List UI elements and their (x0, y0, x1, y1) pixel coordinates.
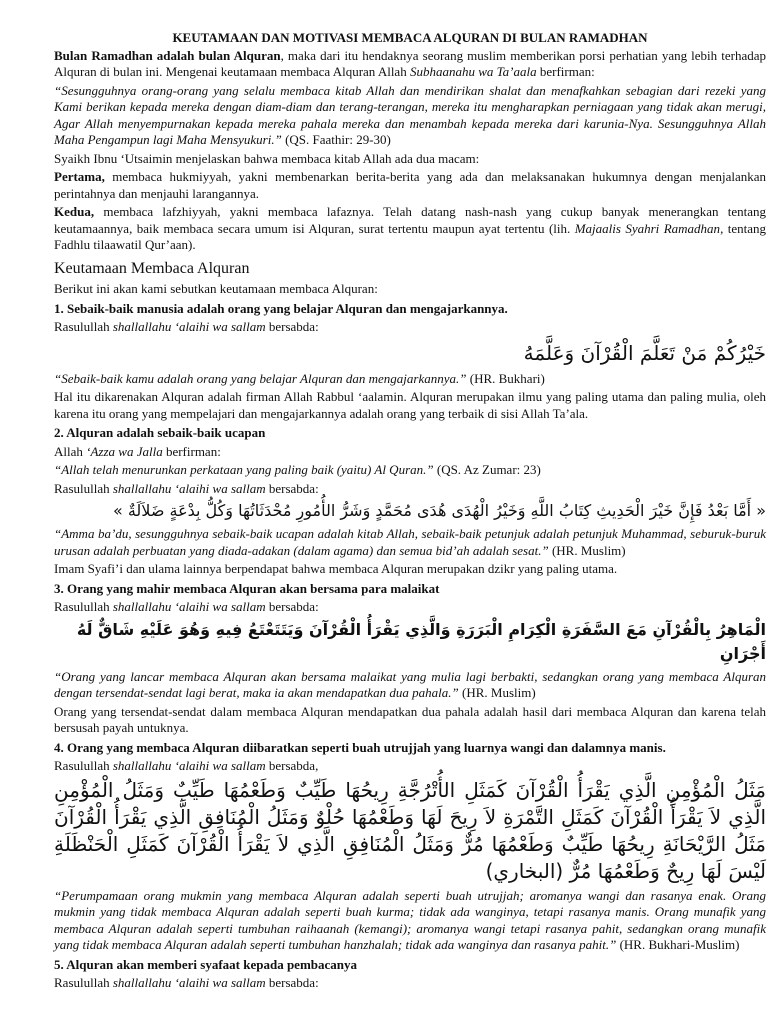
point-5-rasul (54, 975, 766, 992)
point-4-rasul (54, 758, 766, 775)
bersabda-text: bersabda: (265, 975, 319, 990)
bersabda-comma-text: bersabda, (265, 758, 319, 773)
rasul-text: Rasulullah (54, 319, 113, 334)
rasul-text: Rasulullah (54, 758, 113, 773)
bersabda-text: bersabda: (265, 319, 319, 334)
point-4-translation-paragraph (54, 888, 766, 954)
point-2-allah-line (54, 444, 766, 461)
kedua-text-end: , tentang Fadhlu tilaawatil Qur’aan). (54, 220, 767, 252)
point-5-heading: 5. Alquran akan memberi syafaat kepada pembacanya (54, 956, 357, 972)
salawat-text: shallallahu ‘alaihi wa sallam (112, 758, 266, 773)
point-3-ref: (HR. Muslim) (458, 685, 536, 700)
intro-allah-epithet: Subhaanahu wa Ta’aala (409, 64, 537, 79)
bersabda-text: bersabda: (265, 480, 319, 496)
syaikh-paragraph: Syaikh Ibnu ‘Utsaimin menjelaskan bahwa membaca kitab Allah ada dua macam: (54, 150, 480, 166)
point-2-heading: 2. Alquran adalah sebaik-baik ucapan (54, 425, 266, 440)
point-1-note: Hal itu dikarenakan Alquran adalah firman Allah Rabbul ‘aalamin. Alquran merupakan ilmu yang paling utama dan paling mulia, oleh karena itu orang yang mempelajari dan mengajarkannya adalah orang yang terbaik di sisi Allah Ta’ala. (54, 389, 766, 421)
point-2-allah-text: berfirman: (162, 443, 221, 459)
point-4-ref: (HR. Bukhari-Muslim) (616, 937, 740, 952)
intro-quote: “Sesungguhnya orang-orang yang selalu membaca kitab Allah dan mendirikan shalat dan menafkahkan sebagian dari rezeki yang Kami berikan kepada mereka dengan diam-diam dan terang-terangan, mereka itu mengharapkan perniagaan yang tidak akan merugi, Agar Allah menyempurnakan kepada mereka pahala mereka dan menambah kepada mereka dari karunia-Nya. Sesungguhnya Allah Maha Pengampun lagi Maha Mensyukuri.” (54, 82, 766, 147)
point-3-arabic: الْمَاهِرُ بِالْقُرْآنِ مَعَ السَّفَرَةِ الْكِرَامِ الْبَرَرَةِ وَالَّذِي يَقْرَأُ الْقُرْآنَ وَيَتَتَعْتَعُ فِيهِ وَهُوَ عَلَيْهِ شَاقٌّ لَهُ أَجْرَانِ (76, 619, 766, 663)
rasul-text: Rasulullah (54, 975, 113, 990)
point-1-ref: (HR. Bukhari) (466, 370, 545, 386)
intro-text: , maka dari itu hendaknya seorang muslim memberikan porsi perhatian yang lebih terhadap Alquran di bulan ini. Mengenai keutamaan membaca Alquran Allah (54, 47, 766, 79)
point-2-translation-paragraph (54, 526, 766, 559)
intro-quote-paragraph (54, 83, 766, 149)
section-heading: Keutamaan Membaca Alquran (54, 259, 250, 277)
intro-quote-ref: (QS. Faathir: 29-30) (281, 132, 391, 147)
salawat-text: shallallahu ‘alaihi wa sallam (112, 319, 266, 334)
salawat-text: shallallahu ‘alaihi wa sallam (112, 599, 266, 614)
point-4-arabic: مَثَلُ الْمُؤْمِنِ الَّذِي يَقْرَأُ الْقُرْآنَ كَمَثَلِ الأُتْرُجَّةِ رِيحُهَا طَيِّبٌ وَطَعْمُهَا طَيِّبٌ وَمَثَلُ الْمُؤْمِنِ الَّذِي لاَ يَقْرَأُ الْقُرْآنَ كَمَثَلِ التَّمْرَةِ لاَ رِيحَ لَهَا وَطَعْمُهَا حُلْوٌ وَمَثَلُ الْمُنَافِقِ الَّذِي يَقْرَأُ الْقُرْآنَ مَثَلُ الرَّيْحَانَةِ رِيحُهَا طَيِّبٌ وَطَعْمُهَا مُرٌّ وَمَثَلُ الْمُنَافِقِ الَّذِي لاَ يَقْرَأُ الْقُرْآنَ كَمَثَلِ الْحَنْظَلَةِ لَيْسَ لَهَا رِيحٌ وَطَعْمُهَا مُرٌّ (البخاري) (54, 777, 766, 883)
intro-bold-lead: Bulan Ramadhan adalah bulan Alquran (54, 47, 281, 63)
intro-text-end: berfirman: (536, 64, 595, 79)
point-2-ref: (HR. Muslim) (548, 542, 626, 558)
kedua-book: Majaalis Syahri Ramadhan (574, 220, 721, 236)
pertama-paragraph (54, 169, 766, 202)
kedua-text: membaca lafzhiyyah, yakni membaca lafaznya. Telah datang nash-nash yang cukup banyak menerangkan tentang keutamaannya, baik membaca secara umum isi Alquran, surat tertentu maupun ayat tertentu (lih. (54, 204, 766, 236)
point-2-quote-paragraph (54, 462, 766, 479)
document-page (54, 0, 766, 992)
point-2-allah-lead: Allah (54, 443, 87, 459)
point-1-translation: “Sebaik-baik kamu adalah orang yang belajar Alquran dan mengajarkannya.” (54, 370, 467, 386)
pertama-text: membaca hukmiyyah, yakni membenarkan berita-berita yang ada dan melaksanakan hukumnya dengan menjalankan perintahnya dan menjauhi larangannya. (54, 169, 766, 201)
bersabda-text: bersabda: (265, 599, 319, 614)
point-4-translation: “Perumpamaan orang mukmin yang membaca Alquran adalah seperti buah utrujjah; aromanya wangi dan rasanya enak. Orang mukmin yang tidak membaca Alquran adalah seperti buah kurma; tidak ada wanginya, tetapi rasanya manis. Orang munafik yang membaca Alquran adalah seperti tumbuhan raihaanah (kemangi); aromanya wangi tetapi rasanya pahit, sedangkan orang munafik yang tidak membaca Alquran adalah seperti tumbuhan hanzhalah; tidak ada wanginya dan rasanya pahit.” (54, 887, 766, 952)
kedua-label: Kedua, (54, 204, 95, 219)
point-1-translation-paragraph (54, 371, 766, 388)
document-title: KEUTAMAAN DAN MOTIVASI MEMBACA ALQURAN DI BULAN RAMADHAN (172, 30, 648, 45)
point-3-note: Orang yang tersendat-sendat dalam membaca Alquran mendapatkan dua pahala adalah hasil dari membaca Alquran dan karena telah bersusah payah untuknya. (54, 703, 766, 735)
point-2-allah-epithet: ‘Azza wa Jalla (86, 443, 163, 459)
point-2-note: Imam Syafi’i dan ulama lainnya berpendapat bahwa membaca Alquran merupakan dzikr yang paling utama. (54, 561, 618, 576)
point-2-arabic: « أَمَّا بَعْدُ فَإِنَّ خَيْرَ الْحَدِيثِ كِتَابُ اللَّهِ وَخَيْرُ الْهُدَى هُدَى مُحَمَّدٍ وَشَرُّ الأُمُورِ مُحْدَثَاتُهَا وَكُلُّ بِدْعَةٍ ضَلاَلَةٌ » (112, 501, 766, 520)
point-1-heading: 1. Sebaik-baik manusia adalah orang yang belajar Alquran dan mengajarkannya. (54, 300, 508, 316)
intro-paragraph (54, 48, 766, 81)
point-2-rasul (54, 481, 766, 498)
point-1-rasul (54, 319, 766, 336)
pertama-label: Pertama, (54, 169, 105, 184)
section-intro: Berikut ini akan kami sebutkan keutamaan membaca Alquran: (54, 281, 378, 296)
point-3-rasul (54, 599, 766, 616)
salawat-text: shallallahu ‘alaihi wa sallam (112, 480, 266, 496)
point-2-quote-ref: (QS. Az Zumar: 23) (433, 462, 541, 477)
point-2-translation: “Amma ba’du, sesungguhnya sebaik-baik ucapan adalah kitab Allah, sebaik-baik petunjuk adalah petunjuk Muhammad, seburuk-buruk urusan adalah perbuatan yang diada-adakan (dalam agama) dan semua bid’ah adalah sesat.” (54, 526, 766, 558)
point-3-translation-paragraph (54, 669, 766, 702)
point-3-heading: 3. Orang yang mahir membaca Alquran akan bersama para malaikat (54, 580, 440, 596)
point-3-translation: “Orang yang lancar membaca Alquran akan bersama malaikat yang mulia lagi berbakti, sedangkan orang yang membaca Alquran dengan tersendat-sendat lagi berat, maka ia akan mendapatkan dua pahala.” (54, 668, 766, 700)
kedua-paragraph (54, 204, 766, 254)
point-1-arabic: خَيْرُكُمْ مَنْ تَعَلَّمَ الْقُرْآنَ وَعَلَّمَهُ (523, 340, 766, 365)
rasul-text: Rasulullah (54, 599, 113, 614)
point-2-quote: “Allah telah menurunkan perkataan yang paling baik (yaitu) Al Quran.” (54, 462, 434, 477)
point-4-heading: 4. Orang yang membaca Alquran diibaratkan seperti buah utrujjah yang luarnya wangi dan dalamnya manis. (54, 739, 666, 755)
salawat-text: shallallahu ‘alaihi wa sallam (112, 975, 266, 990)
rasul-text: Rasulullah (54, 480, 113, 496)
